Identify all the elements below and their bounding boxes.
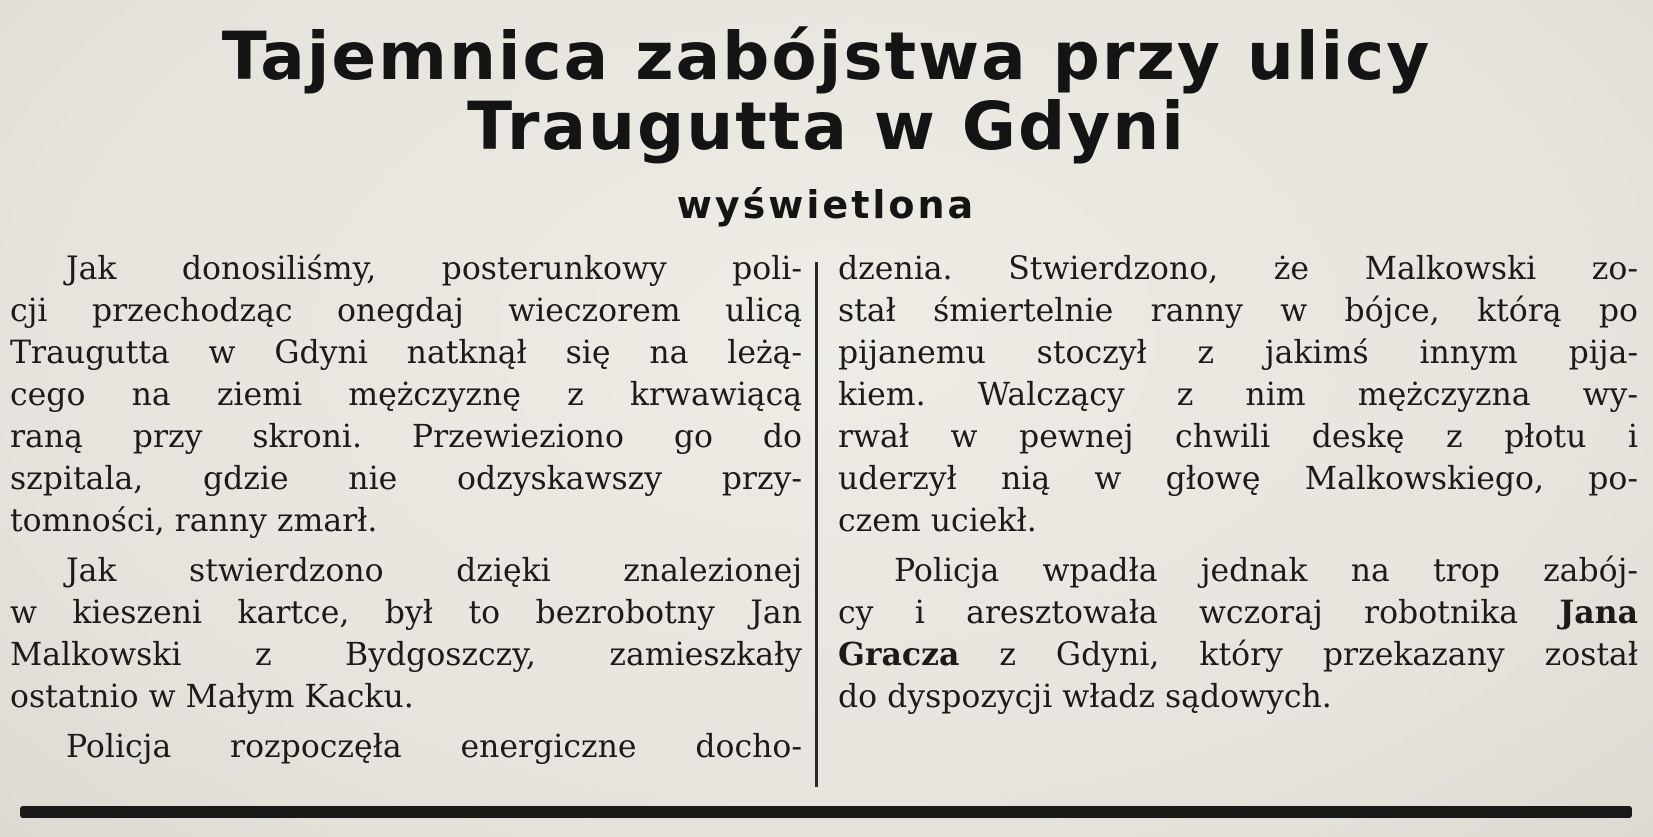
headline [0, 18, 1653, 165]
text-line: szpitala, gdzie nie odzyskawszy przy- [10, 461, 802, 497]
text-line: Traugutta w Gdyni natknął się na leżą- [10, 335, 802, 371]
text-line: ostatnio w Małym Kacku. [10, 679, 414, 715]
text-line: tomności, ranny zmarł. [10, 503, 378, 539]
text-line: uderzył nią w głowę Malkowskiego, po- [838, 461, 1638, 497]
text-line: rwał w pewnej chwili deskę z płotu i [838, 419, 1638, 455]
column-divider [815, 262, 818, 787]
text-line: Jak donosiliśmy, posterunkowy poli- [66, 251, 802, 287]
text-line: pijanemu stoczył z jakimś innym pija- [838, 335, 1638, 371]
text-line: Jak stwierdzono dzięki znalezionej [66, 553, 802, 589]
text-line: kiem. Walczący z nim mężczyzna wy- [838, 377, 1638, 413]
name-bold: Jana [1559, 594, 1638, 631]
text-line: stał śmiertelnie ranny w bójce, którą po [838, 293, 1638, 329]
text-line: czem uciekł. [838, 503, 1037, 539]
subheadline: wyświetlona [676, 183, 977, 227]
text-line: raną przy skroni. Przewieziono go do [10, 419, 802, 455]
text-line: cji przechodząc onegdaj wieczorem ulicą [10, 293, 802, 329]
text-line [838, 592, 1638, 634]
text-line: Policja wpadła jednak na trop zabój- [894, 553, 1638, 589]
left-column [10, 248, 802, 768]
name-bold: Gracza [838, 636, 960, 673]
text-fragment: z Gdyni, który przekazany został [999, 637, 1639, 673]
text-line: Policja rozpoczęła energiczne docho- [66, 729, 802, 765]
headline-line-1: Tajemnica zabójstwa przy ulicy [221, 18, 1432, 95]
text-fragment: cy i aresztowała wczoraj robotnika [838, 595, 1519, 631]
text-line [838, 634, 1638, 676]
bottom-rule [20, 806, 1632, 818]
headline-line-2: Traugutta w Gdyni [467, 88, 1186, 165]
text-line: cego na ziemi mężczyznę z krwawiącą [10, 377, 802, 413]
text-line: dzenia. Stwierdzono, że Malkowski zo- [838, 251, 1638, 287]
text-line: Malkowski z Bydgoszczy, zamieszkały [10, 637, 802, 673]
text-line: w kieszeni kartce, był to bezrobotny Jan [10, 595, 802, 631]
right-column [838, 248, 1638, 718]
text-line: do dyspozycji władz sądowych. [838, 679, 1332, 715]
